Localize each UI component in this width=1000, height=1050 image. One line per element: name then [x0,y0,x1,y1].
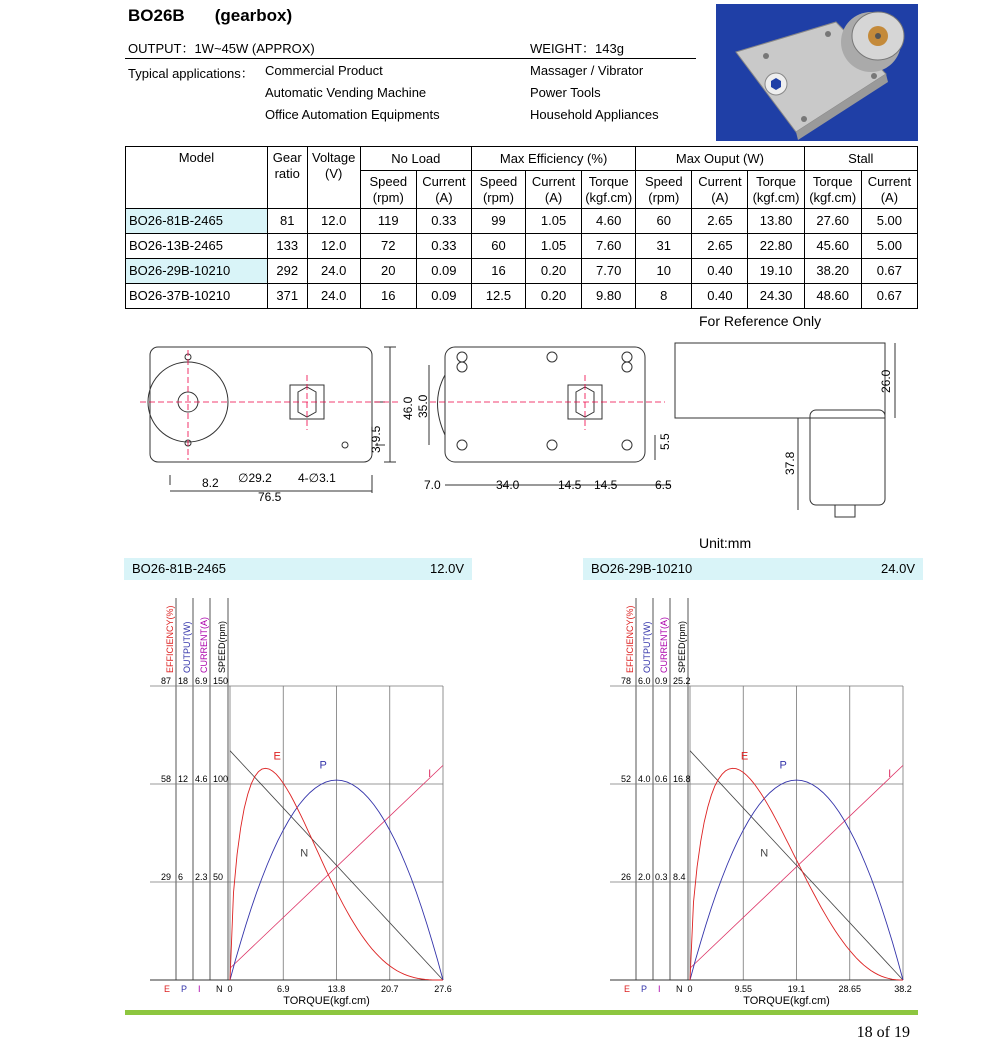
dim-label: 35.0 [416,394,430,418]
curve-label: P [319,759,327,772]
dim-label: 76.5 [258,490,282,504]
axis-letter: I [198,984,201,994]
tick-label: 2.3 [195,872,208,882]
curve-label: N [300,847,309,860]
value-cell: 0.67 [861,284,917,309]
dim-label: 14.5 [558,478,582,492]
value-cell: 0.09 [416,259,471,284]
header-model: Model [126,147,268,209]
x-tick-label: 13.8 [327,984,346,994]
value-cell: 13.80 [748,209,804,234]
table-row [126,259,918,284]
value-cell: 24.0 [307,284,360,309]
header-divider [125,58,696,59]
header-voltage: Voltage (V) [307,147,360,209]
x-tick-label: 27.6 [434,984,452,994]
output-spec: OUTPUT：1W~45W (APPROX) [128,41,315,56]
value-cell: 5.00 [861,234,917,259]
unit-label: Unit:mm [699,535,752,551]
tick-label: 50 [213,872,224,882]
header-gear: Gear ratio [267,147,307,209]
weight-spec: WEIGHT：143g [530,41,624,56]
value-cell: 5.00 [861,209,917,234]
value-cell: 0.33 [416,209,471,234]
table-row [126,234,918,259]
model-cell: BO26-29B-10210 [126,259,268,284]
curve-label: I [428,768,432,781]
application-item: Massager / Vibrator [530,63,644,78]
applications-label: Typical applications： [128,66,254,81]
value-cell: 24.30 [748,284,804,309]
value-cell: 60 [636,209,692,234]
value-cell: 72 [360,234,416,259]
tick-label: 6.0 [638,676,651,686]
tick-label: 18 [178,676,189,686]
tick-label: 0.6 [655,774,668,784]
application-item: Office Automation Equipments [265,107,440,122]
axis-title: EFFICIENCY(%) [165,605,175,673]
header-maxout: Max Ouput (W) [636,147,804,171]
subheader: Torque (kgf.cm) [804,171,861,209]
table-row [126,284,918,309]
subheader: Speed (rpm) [636,171,692,209]
x-tick-label: 19.1 [787,984,806,994]
tick-label: 16.8 [673,774,691,784]
x-axis-title: TORQUE(kgf.cm) [743,995,830,1007]
chart-81b [150,598,460,1008]
value-cell: 48.60 [804,284,861,309]
tick-label: 0.9 [655,676,668,686]
value-cell: 2.65 [692,234,748,259]
tick-label: 78 [621,676,632,686]
x-tick-label: 9.55 [734,984,753,994]
model-cell: BO26-37B-10210 [126,284,268,309]
value-cell: 0.20 [526,259,582,284]
tick-label: 25.2 [673,676,691,686]
value-cell: 119 [360,209,416,234]
curve-label: E [740,750,749,763]
value-cell: 22.80 [748,234,804,259]
value-cell: 31 [636,234,692,259]
dim-label: 5.5 [658,433,672,450]
curve-label: N [760,847,769,860]
value-cell: 27.60 [804,209,861,234]
x-tick-label: 20.7 [380,984,399,994]
tick-label: 26 [621,872,632,882]
value-cell: 99 [471,209,525,234]
value-cell: 0.09 [416,284,471,309]
header-maxeff: Max Efficiency (%) [471,147,635,171]
subheader: Torque (kgf.cm) [748,171,804,209]
dimension-drawing [140,335,900,555]
header-noload: No Load [360,147,471,171]
tick-label: 8.4 [673,872,686,882]
value-cell: 24.0 [307,259,360,284]
table-row [126,209,918,234]
tick-label: 87 [161,676,172,686]
curve-label: P [779,759,787,772]
value-cell: 12.0 [307,234,360,259]
application-item: Automatic Vending Machine [265,85,427,100]
value-cell: 0.40 [692,259,748,284]
subheader: Current (A) [692,171,748,209]
value-cell: 4.60 [582,209,636,234]
value-cell: 16 [471,259,525,284]
axis-title: SPEED(rpm) [217,620,227,673]
x-tick-label: 6.9 [276,984,290,994]
dim-label: 6.5 [655,478,672,492]
axis-letter: E [164,984,171,994]
value-cell: 1.05 [526,234,582,259]
model-cell: BO26-13B-2465 [126,234,268,259]
value-cell: 81 [267,209,307,234]
chart2-band: BO26-29B-10210 24.0V [583,558,923,580]
value-cell: 0.40 [692,284,748,309]
application-item: Commercial Product [265,63,383,78]
header-stall: Stall [804,147,917,171]
tick-label: 6.9 [195,676,208,686]
value-cell: 10 [636,259,692,284]
axis-letter: N [216,984,223,994]
axis-letter: N [676,984,683,994]
axis-title: CURRENT(A) [199,617,209,673]
tick-label: 4.6 [195,774,208,784]
value-cell: 19.10 [748,259,804,284]
axis-letter: P [181,984,188,994]
tick-label: 100 [213,774,229,784]
value-cell: 2.65 [692,209,748,234]
value-cell: 16 [360,284,416,309]
axis-letter: E [624,984,631,994]
value-cell: 60 [471,234,525,259]
value-cell: 133 [267,234,307,259]
subheader: Current (A) [861,171,917,209]
value-cell: 0.33 [416,234,471,259]
tick-label: 2.0 [638,872,651,882]
axis-title: OUTPUT(W) [182,621,192,673]
value-cell: 9.80 [582,284,636,309]
tick-label: 6 [178,872,184,882]
axis-title: CURRENT(A) [659,617,669,673]
subheader: Speed (rpm) [360,171,416,209]
tick-label: 58 [161,774,172,784]
x-axis-title: TORQUE(kgf.cm) [283,995,370,1007]
axis-title: OUTPUT(W) [642,621,652,673]
x-tick-label: 0 [687,984,693,994]
axis-title: SPEED(rpm) [677,620,687,673]
application-item: Household Appliances [530,107,659,122]
tick-label: 4.0 [638,774,651,784]
product-photo [716,4,918,141]
tick-label: 29 [161,872,172,882]
axis-letter: P [641,984,648,994]
tick-label: 52 [621,774,632,784]
footer-bar [125,1010,918,1015]
value-cell: 0.67 [861,259,917,284]
dim-label: 4-∅3.1 [298,471,336,485]
page-number: 18 of 19 [856,1024,910,1041]
curve-label: I [888,768,892,781]
chart-29b [610,598,920,1008]
dim-label: 46.0 [401,396,415,420]
tick-label: 12 [178,774,189,784]
chart1-band: BO26-81B-2465 12.0V [124,558,472,580]
value-cell: 20 [360,259,416,284]
subheader: Current (A) [526,171,582,209]
subheader: Speed (rpm) [471,171,525,209]
dim-label: ∅29.2 [238,471,272,485]
dim-label: 34.0 [496,478,520,492]
dim-label: 14.5 [594,478,618,492]
value-cell: 292 [267,259,307,284]
value-cell: 12.5 [471,284,525,309]
subheader: Torque (kgf.cm) [582,171,636,209]
tick-label: 150 [213,676,229,686]
value-cell: 38.20 [804,259,861,284]
model-title: BO26B (gearbox) [128,6,293,25]
value-cell: 7.70 [582,259,636,284]
x-tick-label: 28.65 [838,984,862,994]
value-cell: 12.0 [307,209,360,234]
value-cell: 45.60 [804,234,861,259]
x-tick-label: 0 [227,984,233,994]
dim-label: 3-9.5 [369,425,383,453]
dim-label: 26.0 [879,369,893,393]
dim-label: 37.8 [783,451,797,475]
curve-label: E [273,750,281,763]
tick-label: 0.3 [655,872,668,882]
model-cell: BO26-81B-2465 [126,209,268,234]
value-cell: 1.05 [526,209,582,234]
value-cell: 371 [267,284,307,309]
value-cell: 0.20 [526,284,582,309]
x-tick-label: 38.2 [894,984,912,994]
axis-title: EFFICIENCY(%) [625,605,635,673]
subheader: Current (A) [416,171,471,209]
dim-label: 8.2 [202,476,219,490]
value-cell: 7.60 [582,234,636,259]
application-item: Power Tools [530,85,601,100]
spec-table [125,146,918,309]
dim-label: 7.0 [424,478,441,492]
reference-note: For Reference Only [699,313,822,329]
axis-letter: I [658,984,661,994]
value-cell: 8 [636,284,692,309]
